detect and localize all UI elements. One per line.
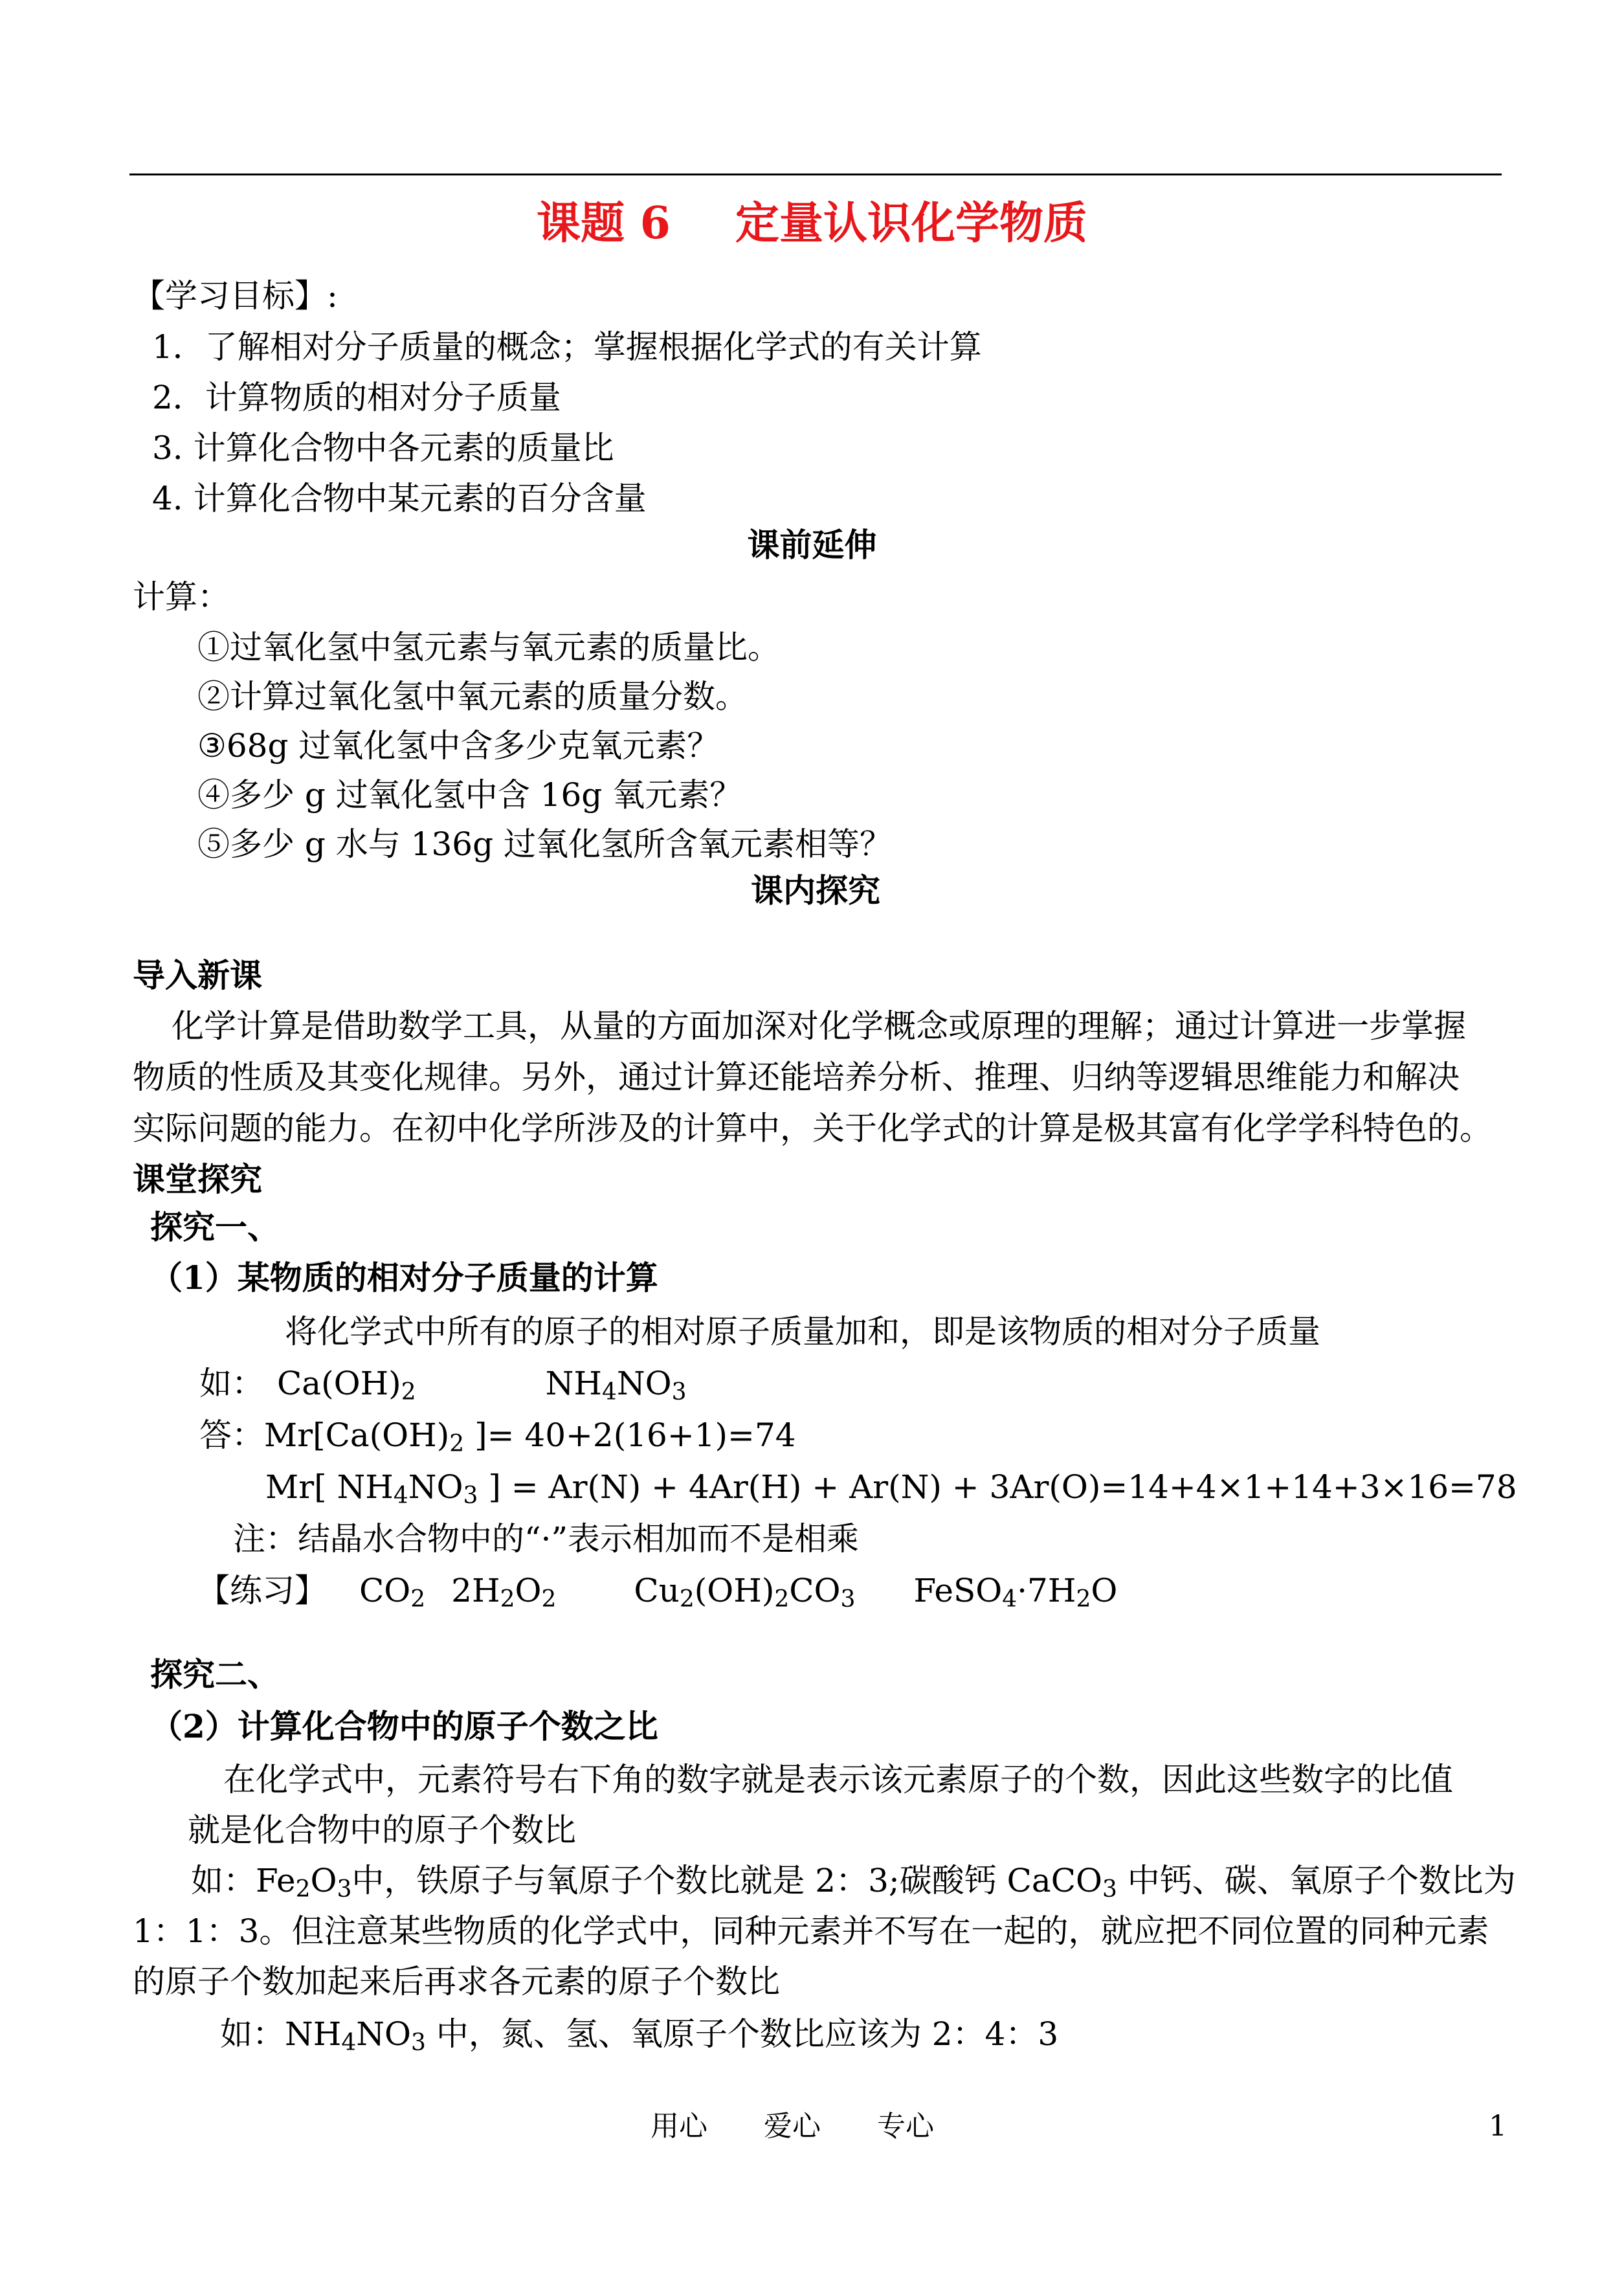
practice-label: 【练习】 (197, 1572, 327, 1609)
example-line (199, 1363, 687, 1413)
answer-label: 答： (199, 1416, 264, 1454)
calc-label: 计算： (133, 578, 230, 616)
preclass-heading: 课前延伸 (747, 526, 877, 564)
explore2-example-2: 如：$NH_4NO_3$ 中，氮、氢、氧原子个数比应该为 2：4：3 (220, 2015, 1059, 2056)
preclass-question: ④多少 g 过氧化氢中含 16g 氧元素？ (197, 776, 742, 814)
practice-feso4: $FeSO_4\cdot 7H_2O$ (913, 1572, 1118, 1613)
explore2-subheading: （2）计算化合物中的原子个数之比 (150, 1707, 658, 1745)
intro-paragraph-line: 化学计算是借助数学工具，从量的方面加深对化学概念或原理的理解；通过计算进一步掌握 (172, 1007, 1466, 1045)
explore1-subheading: （1）某物质的相对分子质量的计算 (150, 1258, 658, 1297)
explore1-label: 探究一、 (150, 1208, 280, 1246)
explore2-label: 探究二、 (150, 1655, 280, 1694)
title-lesson-number: 课题 6 (536, 197, 671, 249)
practice-line (197, 1570, 1117, 1620)
intro-paragraph-line: 物质的性质及其变化规律。另外，通过计算还能培养分析、推理、归纳等逻辑思维能力和解决 (133, 1058, 1460, 1096)
intro-heading: 导入新课 (133, 956, 262, 994)
page-title (0, 194, 1624, 252)
explore2-description: 在化学式中，元素符号右下角的数字就是表示该元素原子的个数，因此这些数字的比值 (223, 1761, 1453, 1798)
formula-caoh2: $Ca(OH)_2$ (277, 1365, 416, 1405)
inclass-heading: 课内探究 (751, 871, 880, 910)
explore2-description: 就是化合物中的原子个数比 (188, 1811, 576, 1849)
practice-h2o2: $2H_2O_2$ (451, 1572, 557, 1613)
explore2-text-line: 1：1：3。但注意某些物质的化学式中，同种元素并不写在一起的，就应把不同位置的同种元素 (133, 1912, 1489, 1950)
practice-cu2oh2co3: $Cu_2(OH)_2CO_3$ (634, 1572, 856, 1613)
formula-nh4no3: $NH_4NO_3$ (545, 1365, 687, 1405)
footer-motto-2: 爱心 (764, 2110, 821, 2143)
explore2-text-line: 的原子个数加起来后再求各元素的原子个数比 (133, 1963, 780, 2000)
preclass-question: ①过氧化氢中氢元素与氧元素的质量比。 (197, 629, 780, 666)
objectives-heading: 【学习目标】: (133, 277, 338, 315)
explore-heading: 课堂探究 (133, 1160, 262, 1198)
intro-paragraph-line: 实际问题的能力。在初中化学所涉及的计算中，关于化学式的计算是极其富有化学学科特色的。 (133, 1110, 1492, 1147)
objective-item: 1．了解相对分子质量的概念；掌握根据化学式的有关计算 (152, 328, 982, 366)
explore2-example-1: 如：$Fe_2O_3$中，铁原子与氧原子个数比就是 2：3;碳酸钙 CaCO$_3$ 中钙、碳、氧原子个数比为 (191, 1862, 1516, 1903)
objective-item: 2．计算物质的相对分子质量 (152, 379, 561, 416)
hydrate-note: 注：结晶水合物中的“·”表示相加而不是相乘 (233, 1520, 860, 1558)
answer-line-1: 答：$Mr[Ca(OH)_2$ ]= 40+2(16+1)=74 (199, 1416, 796, 1457)
practice-co2: $CO_2$ (359, 1572, 426, 1613)
footer-motto-3: 专心 (877, 2110, 934, 2143)
preclass-question: ③68g 过氧化氢中含多少克氧元素？ (197, 727, 720, 765)
title-topic: 定量认识化学物质 (735, 197, 1087, 249)
objective-item: 3. 计算化合物中各元素的质量比 (152, 429, 614, 467)
preclass-question: ②计算过氧化氢中氧元素的质量分数。 (197, 678, 748, 715)
example-label: 如： (199, 1365, 264, 1402)
objective-item: 4. 计算化合物中某元素的百分含量 (152, 480, 647, 517)
footer-motto-1: 用心 (651, 2110, 707, 2143)
preclass-question: ⑤多少 g 水与 136g 过氧化氢所含氧元素相等？ (197, 825, 893, 863)
page-number: 1 (1489, 2110, 1507, 2143)
answer-line-2: Mr[ $NH_4NO_3$ ] = Ar(N) + 4Ar(H) + Ar(N) + 3Ar(O)=14+4×1+14+3×16=78 (265, 1468, 1517, 1509)
header-rule (129, 173, 1502, 175)
explore1-description: 将化学式中所有的原子的相对原子质量加和，即是该物质的相对分子质量 (285, 1313, 1320, 1350)
